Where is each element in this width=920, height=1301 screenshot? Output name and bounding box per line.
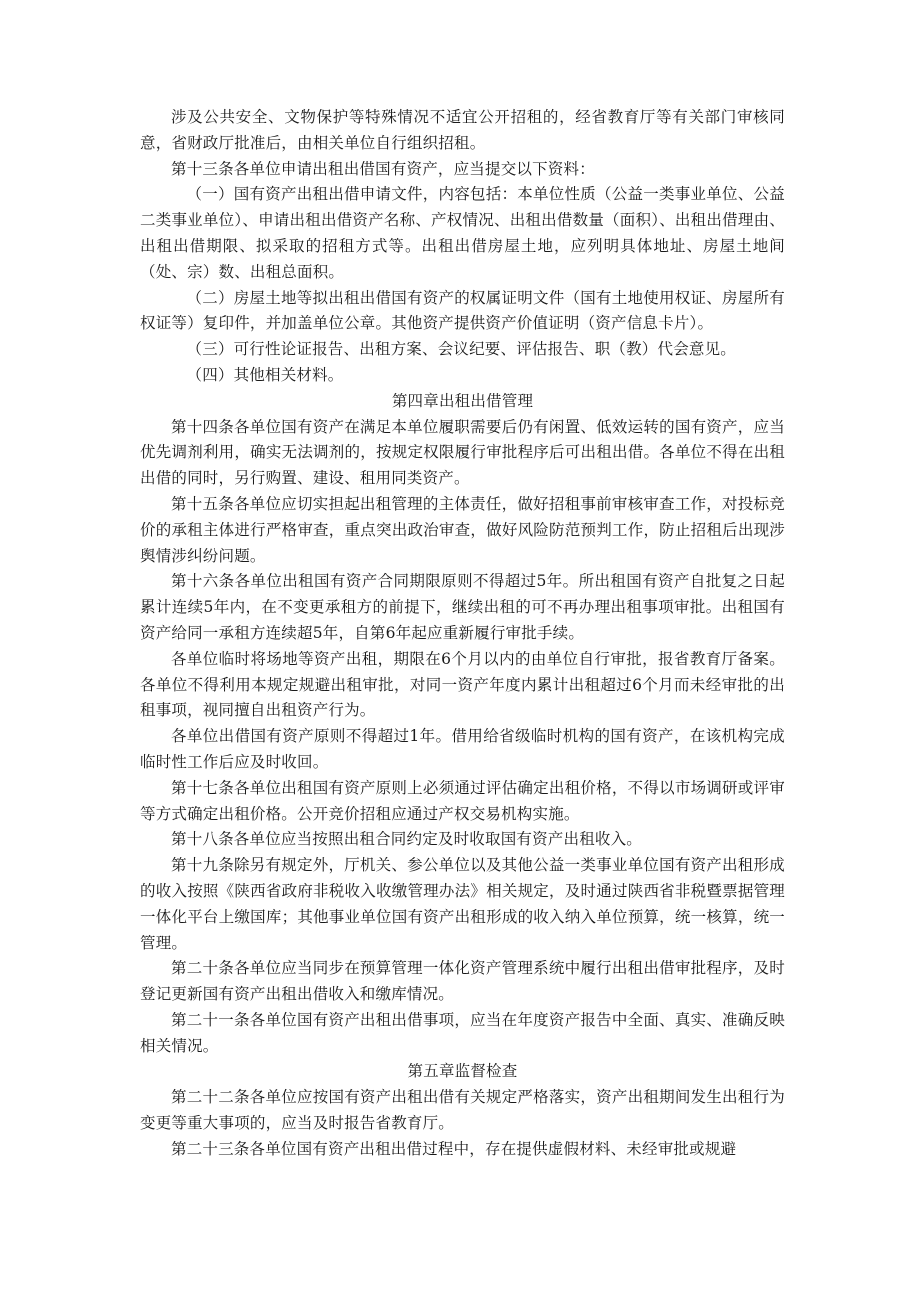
body-paragraph: （一）国有资产出租出借申请文件，内容包括：本单位性质（公益一类事业单位、公益二类事业单位）、申请出租出借资产名称、产权情况、出租出借数量（面积）、出租出借理由、出租出借期限、拟采取的招租方式等。出租出借房屋土地，应列明具体地址、房屋土地间（处、宗）数、出租总面积。 — [140, 185, 785, 281]
body-paragraph: 第二十三条各单位国有资产出租出借过程中，存在提供虚假材料、未经审批或规避 — [171, 1139, 737, 1158]
body-paragraph: 第十六条各单位出租国有资产合同期限原则不得超过5年。所出租国有资产自批复之日起累计连续5年内，在不变更承租方的前提下，继续出租的可不再办理出租事项审批。出租国有资产给同一承租方连续超5年，自第6年起应重新履行审批手续。 — [140, 572, 785, 642]
body-paragraph: 第二十一条各单位国有资产出租出借事项，应当在年度资产报告中全面、真实、准确反映相关情况。 — [140, 1010, 785, 1055]
body-paragraph: 各单位出借国有资产原则不得超过1年。借用给省级临时机构的国有资产，在该机构完成临时性工作后应及时收回。 — [140, 727, 785, 771]
chapter-heading: 第五章监督检查 — [407, 1062, 518, 1081]
body-paragraph: （三）可行性论证报告、出租方案、会议纪要、评估报告、职（教）代会意见。 — [186, 340, 737, 359]
body-paragraph: 涉及公共安全、文物保护等特殊情况不适宜公开招租的，经省教育厅等有关部门审核同意，省财政厅批准后，由相关单位自行组织招租。 — [140, 108, 785, 152]
body-paragraph: 第二十条各单位应当同步在预算管理一体化资产管理系统中履行出租出借审批程序，及时登记更新国有资产出租出借收入和缴库情况。 — [140, 959, 785, 1004]
chapter-heading: 第四章出租出借管理 — [391, 391, 534, 410]
body-paragraph: （二）房屋土地等拟出租出借国有资产的权属证明文件（国有土地使用权证、房屋所有权证等）复印件，并加盖单位公章。其他资产提供资产价值证明（资产信息卡片）。 — [140, 288, 785, 333]
body-paragraph: 第二十二条各单位应按国有资产出租出借有关规定严格落实，资产出租期间发生出租行为变更等重大事项的，应当及时报告省教育厅。 — [140, 1088, 785, 1133]
body-paragraph: 各单位临时将场地等资产出租，期限在6个月以内的由单位自行审批，报省教育厅备案。各单位不得利用本规定规避出租审批，对同一资产年度内累计出租超过6个月而未经审批的出租事项，视同擅自出租资产行为。 — [140, 649, 785, 720]
document-page — [140, 105, 785, 1163]
body-paragraph: 第十四条各单位国有资产在满足本单位履职需要后仍有闲置、低效运转的国有资产，应当优先调剂利用，确实无法调剂的，按规定权限履行审批程序后可出租出借。各单位不得在出租出借的同时，另行购置、建设、租用同类资产。 — [140, 417, 785, 488]
body-paragraph: 第十五条各单位应切实担起出租管理的主体责任，做好招租事前审核审查工作，对投标竞价的承租主体进行严格审查，重点突出政治审查，做好风险防范预判工作，防止招租后出现涉舆情涉纠纷问题。 — [140, 494, 785, 565]
body-paragraph: 第十九条除另有规定外，厅机关、参公单位以及其他公益一类事业单位国有资产出租形成的收入按照《陕西省政府非税收入收缴管理办法》相关规定，及时通过陕西省非税暨票据管理一体化平台上缴国库；其他事业单位国有资产出租形成的收入纳入单位预算，统一核算，统一管理。 — [140, 856, 785, 952]
body-paragraph: （四）其他相关材料。 — [186, 365, 344, 384]
body-paragraph: 第十三条各单位申请出租出借国有资产，应当提交以下资料： — [171, 159, 595, 178]
body-paragraph: 第十七条各单位出租国有资产原则上必须通过评估确定出租价格，不得以市场调研或评审等方式确定出租价格。公开竞价招租应通过产权交易机构实施。 — [140, 778, 785, 823]
body-paragraph: 第十八条各单位应当按照出租合同约定及时收取国有资产出租收入。 — [171, 830, 643, 849]
